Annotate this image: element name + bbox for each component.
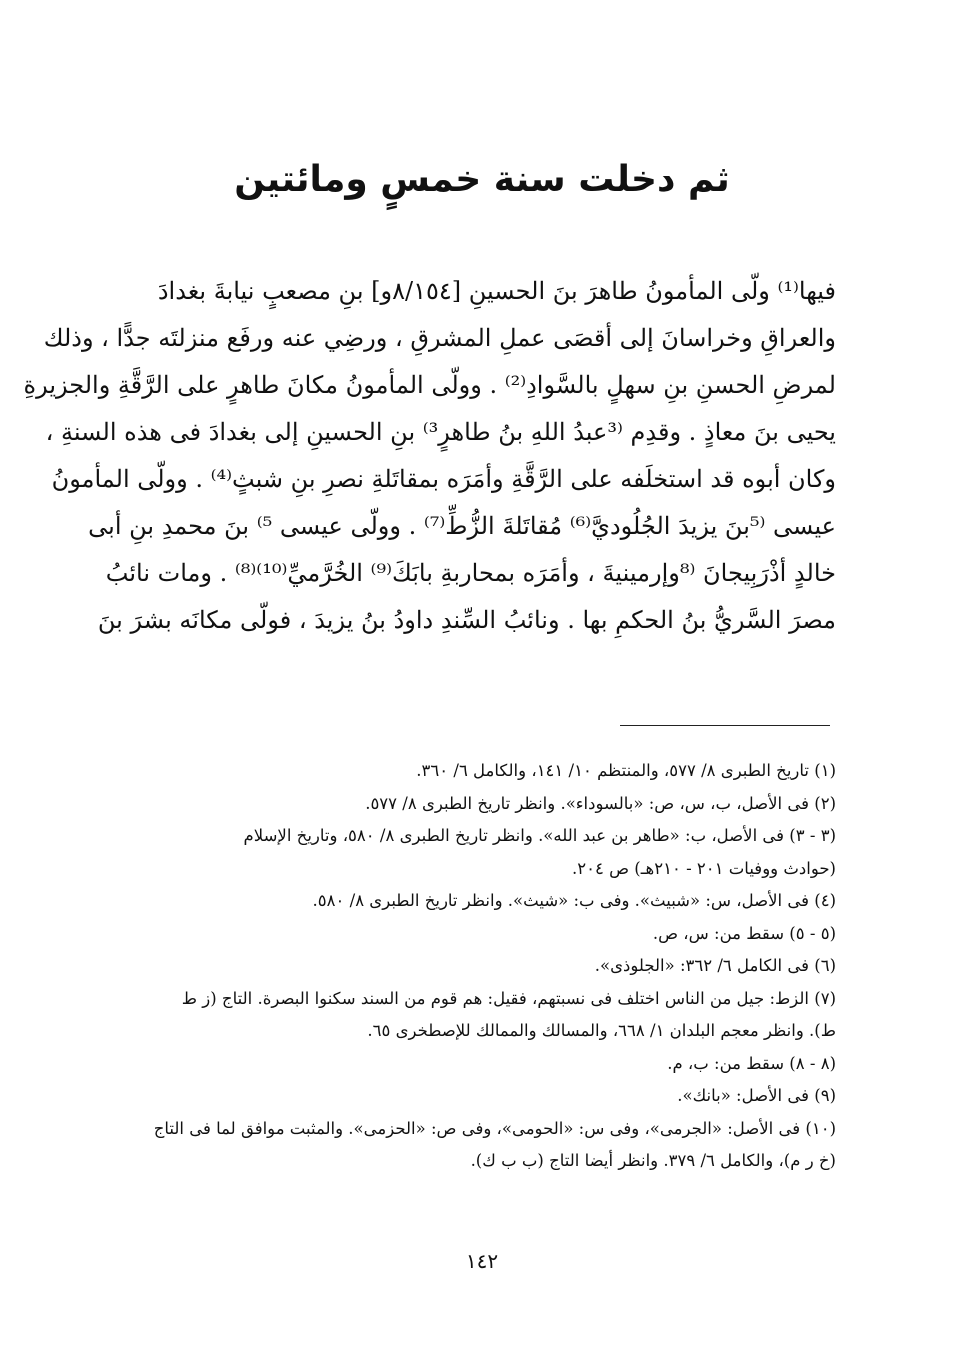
chapter-title: ثم دخلت سنة خمسٍ ومائتين	[234, 159, 730, 200]
page-number: ١٤٢	[465, 1249, 499, 1273]
footnotes	[108, 755, 836, 1178]
footnote-line: (١) تاريخ الطبرى ٨/ ٥٧٧، والمنتظم ١٠/ ١٤١، والكامل ٦/ ٣٦٠.	[416, 761, 836, 780]
footnote-line: (٣ - ٣) فى الأصل، ب: «طاهر بن عبد الله». وانظر تاريخ الطبرى ٨/ ٥٨٠، وتاريخ الإسلام	[243, 826, 836, 845]
main-text-line: والعراقِ وخراسانَ إلى أقصَى عملِ المشرقِ ، ورضِي عنه ورفَع منزلتَه جدًّا ، وذلك	[43, 324, 836, 352]
footnote-line: (٢) فى الأصل، ب، س، ص: «بالسوداء». وانظر تاريخ الطبرى ٨/ ٥٧٧.	[365, 793, 836, 813]
main-text-line: مصرَ السَّريُّ بنُ الحكمِ بها . ونائبُ السِّندِ داودُ بنُ يزيدَ ، فولّى مكانَه بشرَ بنَ	[97, 606, 836, 634]
footnote-line: ط). وانظر معجم البلدان ١/ ٦٦٨، والمسالك والممالك للإصطخرى ٦٥.	[367, 1021, 836, 1040]
main-text-line: خالدٍ أذْرَبِيجانَ ⁽⁸وإرمينيةَ ، وأمَرَه بمحاربةِ بابَكَ⁽⁹⁾ الخُرَّميِّ⁽¹⁰⁾⁽⁸⁾ . ومات نائبُ	[105, 559, 836, 587]
main-text-line: يحيى بنَ معاذٍ . وقدِم ⁽³عبدُ اللهِ بنُ طاهرٍ³⁾ بنِ الحسينِ إلى بغدادَ فى هذه السنةِ ،	[45, 418, 836, 446]
main-text-line: وكان أبوه قد استخلَفه على الرَّقَّةِ وأمَرَه بمقاتَلةِ نصرِ بنِ شبثٍ⁽⁴⁾ . وولّى المأمونُ	[51, 465, 836, 493]
footnote-line: (٧) الزط: جيل من الناس اختلف فى نسبتهم، فقيل: هم قوم من السند سكنوا البصرة. التاج (ز ط	[181, 988, 836, 1008]
footnote-line: (خ ر م)، والكامل ٦/ ٣٧٩. وانظر أيضا التاج (ب ب ك).	[470, 1151, 836, 1170]
main-text-line: لمرضِ الحسنِ بنِ سهلٍ بالسَّوادِ⁽²⁾ . وولّى المأمونُ مكانَ طاهرٍ على الرَّقَّةِ والجزيرةِ	[23, 371, 836, 399]
footnote-line: (٤) فى الأصل، س: «شبيث». وفى ب: «شيث». وانظر تاريخ الطبرى ٨/ ٥٨٠.	[312, 891, 836, 910]
footnote-line: (٦) فى الكامل ٦/ ٣٦٢: «الجلوذى».	[594, 956, 836, 975]
footnote-line: (٨ - ٨) سقط من: ب، م.	[667, 1053, 836, 1073]
footnote-line: (٩) فى الأصل: «بانك».	[677, 1086, 836, 1105]
main-text	[23, 268, 836, 644]
footnote-line: (حوادث ووفيات ٢٠١ - ٢١٠هـ) ص ٢٠٤.	[571, 858, 836, 878]
footnote-divider	[620, 725, 830, 726]
footnote-line: (١٠) فى الأصل: «الجرمى»، وفى س: «الحومى»، وفى ص: «الحزمى». والمثبت موافق لما فى التاج	[153, 1118, 836, 1138]
main-text-line: فيها⁽¹⁾ ولّى المأمونُ طاهرَ بنَ الحسينِ [٨/١٥٤و] بنِ مصعبٍ نيابةَ بغدادَ	[157, 277, 836, 305]
main-text-line: عيسى ⁽⁵بنَ يزيدَ الجُلُوديَّ⁽⁶⁾ مُقاتَلةَ الزُّطِّ⁽⁷⁾ . وولّى عيسى ⁵⁾ بنَ محمدِ بنِ أبى	[88, 512, 836, 540]
footnote-line: (٥ - ٥) سقط من: س، ص.	[652, 923, 836, 943]
